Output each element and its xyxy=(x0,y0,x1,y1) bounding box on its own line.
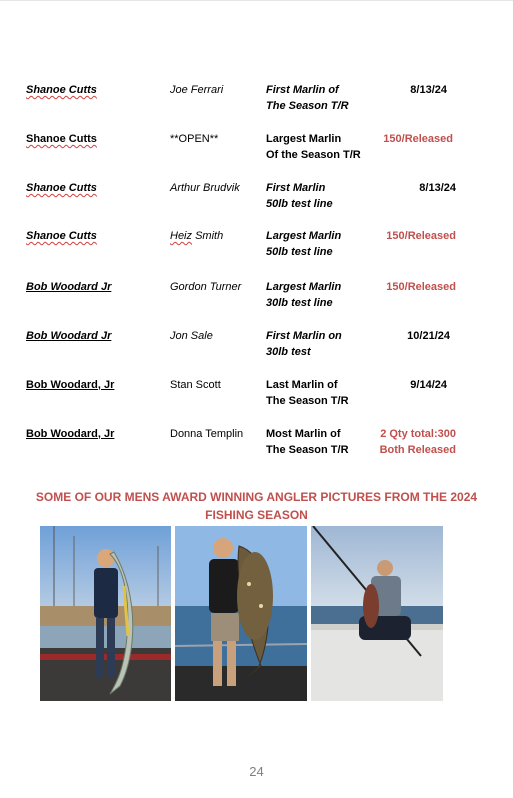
angler-name: Gordon Turner xyxy=(170,281,242,293)
award-result: 150/Released xyxy=(386,281,456,293)
angler-name: Heiz Smith xyxy=(170,230,224,242)
angler-name: Jon Sale xyxy=(170,330,213,342)
captain-name: Shanoe Cutts xyxy=(26,133,97,145)
captain-name: Bob Woodard, Jr xyxy=(26,379,115,391)
award-row xyxy=(0,82,513,118)
award-row xyxy=(0,228,513,264)
captain-name: Shanoe Cutts xyxy=(26,230,97,242)
page-number: 24 xyxy=(249,764,264,779)
angler-name: Joe Ferrari xyxy=(170,84,224,96)
captain-name: Bob Woodard, Jr xyxy=(26,428,115,440)
award-row xyxy=(0,426,513,462)
award-result: 150/Released xyxy=(386,230,456,242)
award-result: 9/14/24 xyxy=(410,379,447,391)
award-row xyxy=(0,328,513,364)
angler-name: **OPEN** xyxy=(170,133,219,145)
award-result: 150/Released xyxy=(383,133,453,145)
angler-photo-3 xyxy=(311,526,443,701)
page-top-border xyxy=(0,0,513,1)
award-title: Largest Marlin Of the Season T/R xyxy=(266,133,361,161)
angler-name: Arthur Brudvik xyxy=(170,182,240,194)
angler-name: Stan Scott xyxy=(170,379,221,391)
angler-photo-1 xyxy=(40,526,171,701)
award-title: First Marlin of The Season T/R xyxy=(266,84,349,112)
section-heading: SOME OF OUR MENS AWARD WINNING ANGLER PICTURES FROM THE 2024 FISHING SEASON xyxy=(35,490,478,522)
captain-name: Shanoe Cutts xyxy=(26,84,97,96)
award-title: First Marlin 50lb test line xyxy=(266,182,333,210)
award-row xyxy=(0,180,513,216)
award-title: Last Marlin of The Season T/R xyxy=(266,379,349,407)
angler-photo-2 xyxy=(175,526,307,701)
captain-name: Shanoe Cutts xyxy=(26,182,97,194)
award-result: 10/21/24 xyxy=(407,330,450,342)
award-row xyxy=(0,131,513,167)
award-result: 8/13/24 xyxy=(419,182,456,194)
award-row xyxy=(0,377,513,413)
award-result: 8/13/24 xyxy=(410,84,447,96)
captain-name: Bob Woodard Jr xyxy=(26,330,112,342)
award-row xyxy=(0,279,513,315)
award-title: Most Marlin of The Season T/R xyxy=(266,428,349,456)
award-result: 2 Qty total:300 Both Released xyxy=(379,428,456,456)
captain-name: Bob Woodard Jr xyxy=(26,281,112,293)
award-title: Largest Marlin 30lb test line xyxy=(266,281,342,309)
award-title: First Marlin on 30lb test xyxy=(266,330,342,358)
angler-name: Donna Templin xyxy=(170,428,244,440)
award-title: Largest Marlin 50lb test line xyxy=(266,230,342,258)
